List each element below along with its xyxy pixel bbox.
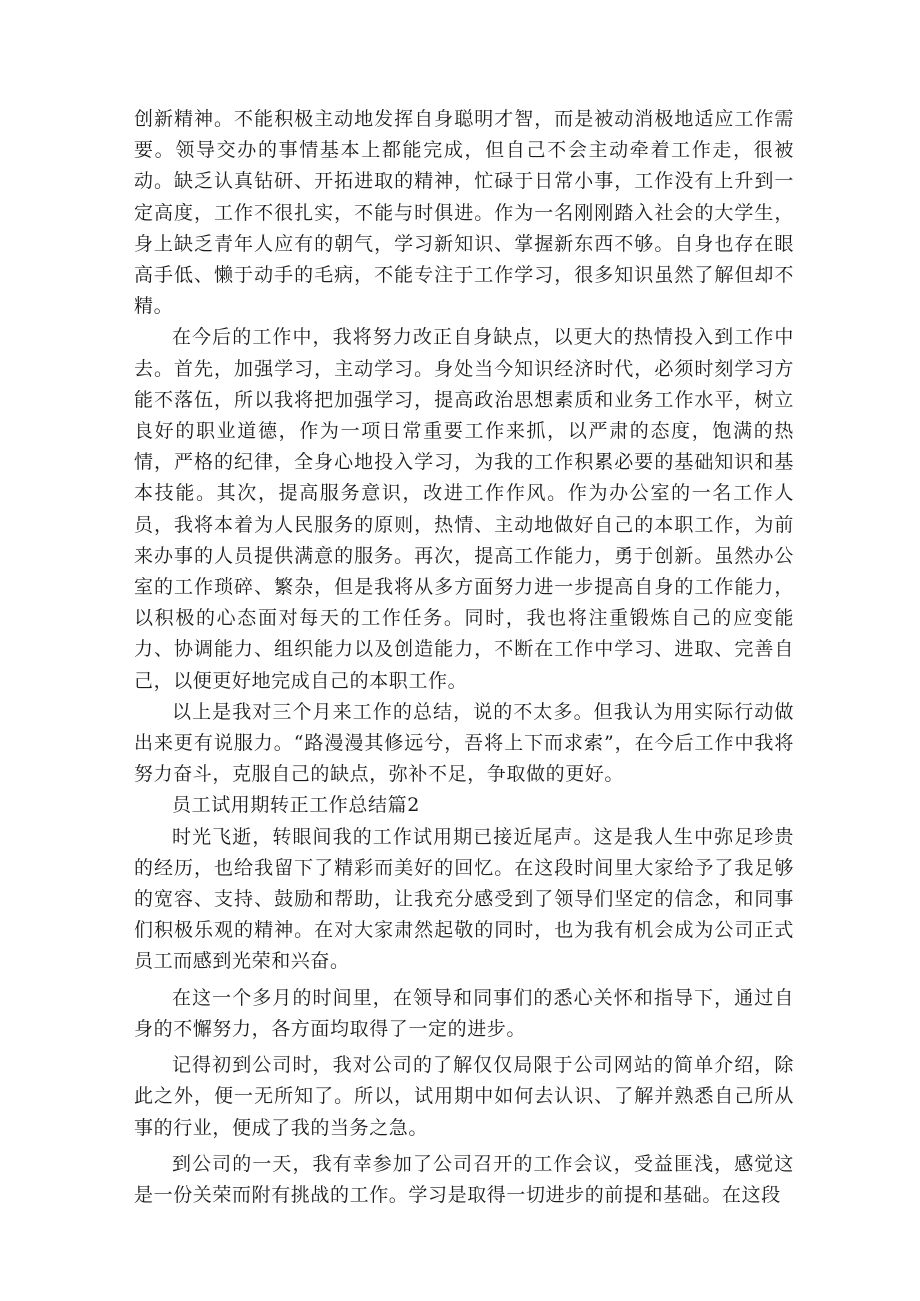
document-body [134,104,794,1211]
section-heading: 员工试用期转正工作总结篇2 [172,794,420,817]
paragraph-shortcomings: 创新精神。不能积极主动地发挥自身聪明才智，而是被动消极地适应工作需要。领导交办的事情基本上都能完成，但自己不会主动牵着工作走，很被动。缺乏认真钻研、开拓进取的精神，忙碌于日常小事，工作没有上升到一定高度，工作不很扎实，不能与时俱进。作为一名刚刚踏入社会的大学生，身上缺乏青年人应有的朝气，学习新知识、掌握新东西不够。自身也存在眼高手低、懒于动手的毛病，不能专注于工作学习，很多知识虽然了解但却不精。 [134,108,794,318]
paragraph-conclusion: 以上是我对三个月来工作的总结，说的不太多。但我认为用实际行动做出来更有说服力。“路漫漫其修远兮，吾将上下而求索”，在今后工作中我将努力奋斗，克服自己的缺点，弥补不足，争取做的更好。 [134,700,794,786]
paragraph-first-days: 记得初到公司时，我对公司的了解仅仅局限于公司网站的简单介绍，除此之外，便一无所知了。所以，试用期中如何去认识、了解并熟悉自己所从事的行业，便成了我的当务之急。 [134,1054,794,1139]
paragraph-progress: 在这一个多月的时间里，在领导和同事们的悉心关怀和指导下，通过自身的不懈努力，各方面均取得了一定的进步。 [134,986,794,1040]
paragraph-future-plans: 在今后的工作中，我将努力改正自身缺点，以更大的热情投入到工作中去。首先，加强学习，主动学习。身处当今知识经济时代，必须时刻学习方能不落伍，所以我将把加强学习，提高政治思想素质和业务工作水平，树立良好的职业道德，作为一项日常重要工作来抓，以严肃的态度，饱满的热情，严格的纪律，全身心地投入学习，为我的工作积累必要的基础知识和基本技能。其次，提高服务意识，改进工作作风。作为办公室的一名工作人员，我将本着为人民服务的原则，热情、主动地做好自己的本职工作，为前来办事的人员提供满意的服务。再次，提高工作能力，勇于创新。虽然办公室的工作琐碎、繁杂，但是我将从多方面努力进一步提高自身的工作能力，以积极的心态面对每天的工作任务。同时，我也将注重锻炼自己的应变能力、协调能力、组织能力以及创造能力，不断在工作中学习、进取、完善自己，以便更好地完成自己的本职工作。 [134,326,794,692]
paragraph-first-meeting: 到公司的一天，我有幸参加了公司召开的工作会议，受益匪浅，感觉这是一份关荣而附有挑战的工作。学习是取得一切进步的前提和基础。在这段 [134,1152,794,1206]
paragraph-probation-intro: 时光飞逝，转眼间我的工作试用期已接近尾声。这是我人生中弥足珍贵的经历，也给我留下了精彩而美好的回忆。在这段时间里大家给予了我足够的宽容、支持、鼓励和帮助，让我充分感受到了领导们坚定的信念，和同事们积极乐观的精神。在对大家肃然起敬的同时，也为我有机会成为公司正式员工而感到光荣和兴奋。 [134,825,794,973]
